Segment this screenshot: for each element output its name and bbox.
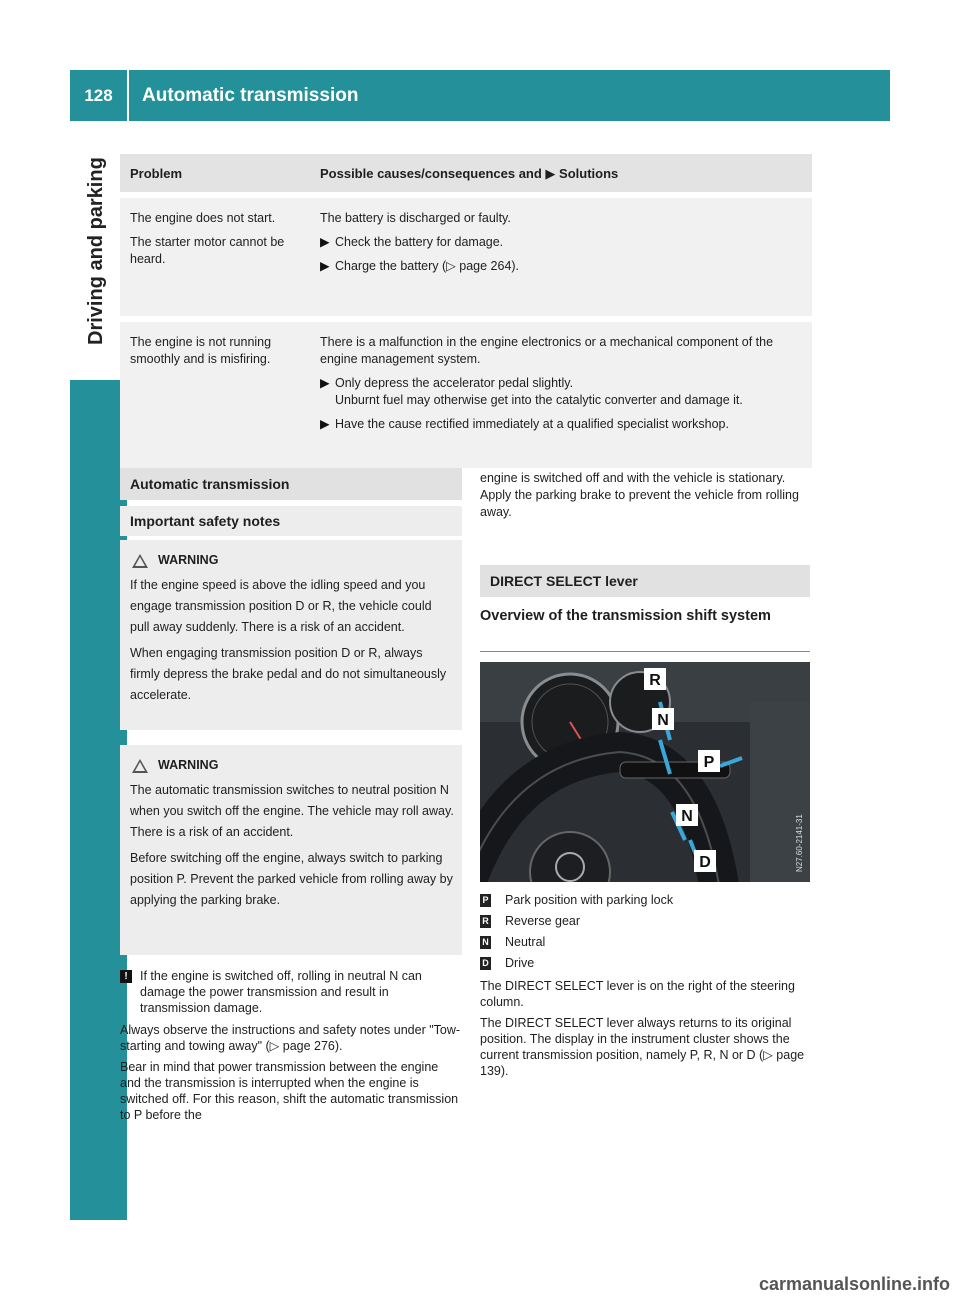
- arrow-right-icon: ▶: [320, 235, 330, 249]
- legend-text: Drive: [505, 956, 535, 970]
- cause-text: There is a malfunction in the engine electronics or a mechanical component of the engine management system.: [320, 335, 774, 366]
- solution-step: [320, 375, 798, 409]
- warning-triangle-icon: [132, 554, 148, 568]
- gear-label-p: P: [703, 754, 715, 771]
- step-text: Charge the battery (▷ page 264).: [335, 259, 520, 273]
- warning-text: The automatic transmission switches to neutral position N when you switch off the engine. The vehicle may roll away. There is a risk of an accident.: [130, 783, 454, 839]
- header-title: Automatic transmission: [142, 85, 359, 106]
- solution-cell: [320, 210, 798, 282]
- shift-legend: [480, 890, 673, 974]
- problem-cell: [130, 334, 308, 375]
- gear-label-n-upper: N: [657, 712, 669, 729]
- page-number: 128: [84, 86, 113, 105]
- body-paragraph: The DIRECT SELECT lever is on the right of the steering column.: [480, 979, 795, 1009]
- solution-step: [320, 234, 798, 251]
- table-header-solutions: Possible causes/consequences and ▶ Solutions: [320, 166, 619, 181]
- solution-cell: [320, 334, 798, 440]
- shift-lever-illustration: [480, 662, 810, 882]
- warning-text: When engaging transmission position D or R, always firmly depress the brake pedal and do not simultaneously accelerate.: [130, 646, 447, 702]
- subsection-title-safety: Important safety notes: [120, 506, 462, 536]
- warning-triangle-icon: [132, 759, 148, 773]
- arrow-right-icon: ▶: [320, 376, 330, 390]
- step-text: Check the battery for damage.: [335, 235, 504, 249]
- table-row: [120, 198, 812, 316]
- left-body: [120, 968, 462, 1128]
- exclamation-icon: !: [120, 970, 132, 983]
- legend-text: Park position with parking lock: [505, 893, 674, 907]
- right-body: [480, 978, 810, 1084]
- side-tab-label: Driving and parking: [85, 157, 107, 345]
- gear-label-d: D: [699, 854, 711, 871]
- image-code: N27.60-2141-31: [795, 814, 804, 872]
- legend-key: R: [480, 915, 491, 928]
- section-title-direct-select: DIRECT SELECT lever: [480, 565, 810, 597]
- header-divider: [127, 70, 129, 121]
- cause-text: The battery is discharged or faulty.: [320, 211, 511, 225]
- body-paragraph: Bear in mind that power transmission between the engine and the transmission is interrupted when the engine is switched off. For this reason, shift the automatic transmission to P before the: [120, 1060, 459, 1122]
- subheading-shift-system: Overview of the transmission shift system: [480, 608, 771, 624]
- body-paragraph: Always observe the instructions and safety notes under "Tow-starting and towing away" (▷ page 276).: [120, 1023, 461, 1053]
- legend-item: [480, 890, 673, 911]
- legend-text: Reverse gear: [505, 914, 581, 928]
- problem-text: The engine is not running smoothly and is misfiring.: [130, 335, 272, 366]
- warning-text: If the engine speed is above the idling speed and you engage transmission position D or R, the vehicle could pull away suddenly. There is a risk of an accident.: [130, 578, 432, 634]
- note-block: [120, 968, 462, 1016]
- right-intro: engine is switched off and with the vehicle is stationary. Apply the parking brake to prevent the vehicle from rolling away.: [480, 471, 799, 519]
- warning-header: [130, 550, 454, 571]
- section-title-automatic-transmission: Automatic transmission: [120, 468, 462, 500]
- step-text: Only depress the accelerator pedal slightly.: [335, 376, 574, 390]
- legend-key: N: [480, 936, 491, 949]
- warning-text: Before switching off the engine, always switch to parking position P. Prevent the parked vehicle from rolling away by applying the parking brake.: [130, 851, 453, 907]
- warning-label: WARNING: [158, 553, 219, 567]
- warning-label: WARNING: [158, 758, 219, 772]
- divider: [480, 651, 810, 652]
- page-header: [70, 70, 890, 121]
- legend-key: P: [480, 894, 491, 907]
- note-text: If the engine is switched off, rolling in neutral N can damage the power transmission and result in transmission damage.: [140, 969, 422, 1015]
- side-tab-block: [70, 380, 127, 1220]
- warning-box: [120, 540, 462, 730]
- legend-text: Neutral: [505, 935, 546, 949]
- gear-label-r: R: [649, 672, 661, 689]
- step-note: Unburnt fuel may otherwise get into the catalytic converter and damage it.: [335, 393, 743, 407]
- watermark: carmanualsonline.info: [758, 1274, 950, 1294]
- body-paragraph: The DIRECT SELECT lever always returns to its original position. The display in the instrument cluster shows the current transmission position, namely P, R, N or D (▷ page 139).: [480, 1016, 805, 1078]
- problem-text: The starter motor cannot be heard.: [130, 235, 285, 266]
- legend-item: [480, 932, 673, 953]
- table-header-problem: Problem: [130, 166, 183, 181]
- solution-step: [320, 258, 798, 275]
- step-text: Have the cause rectified immediately at a qualified specialist workshop.: [335, 417, 729, 431]
- warning-header: [130, 755, 454, 776]
- problem-text: The engine does not start.: [130, 211, 276, 225]
- legend-item: [480, 953, 673, 974]
- arrow-right-icon: ▶: [320, 417, 330, 431]
- warning-box: [120, 745, 462, 955]
- legend-key: D: [480, 957, 491, 970]
- solution-step: [320, 416, 798, 433]
- legend-item: [480, 911, 673, 932]
- table-row: [120, 322, 812, 468]
- shift-lever-image: [480, 662, 810, 882]
- gear-label-n-lower: N: [681, 808, 693, 825]
- problem-table: [120, 154, 812, 468]
- arrow-right-icon: ▶: [320, 259, 330, 273]
- table-header: [120, 154, 812, 192]
- problem-cell: [130, 210, 308, 275]
